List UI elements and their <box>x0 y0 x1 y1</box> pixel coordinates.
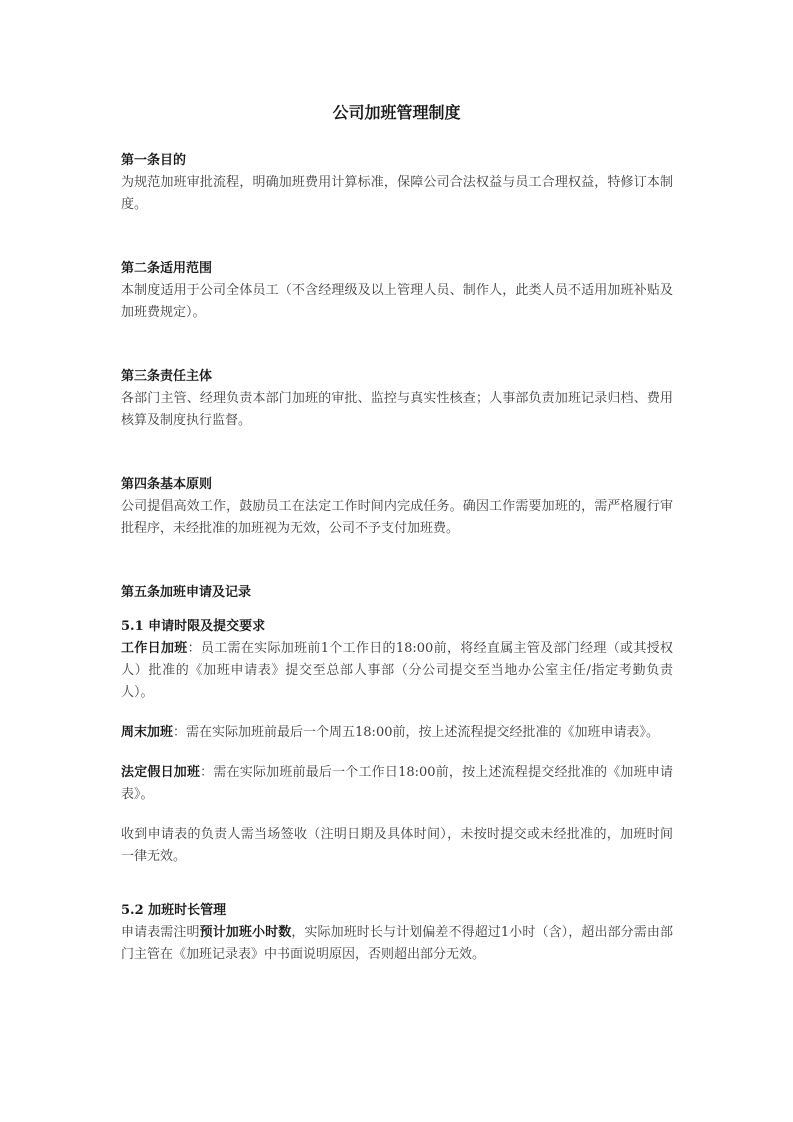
holiday-text: ：需在实际加班前最后一个工作日18:00前，按上述流程提交经批准的《加班申请表》。 <box>121 765 673 802</box>
section-text: 各部门主管、经理负责本部门加班的审批、监控与真实性核查；人事部负责加班记录归档、费用核算及制度执行监督。 <box>121 391 673 428</box>
holiday-overtime-rule <box>121 762 673 806</box>
section-heading: 第四条基本原则 <box>121 477 213 492</box>
receipt-rule: 收到申请表的负责人需当场签收（注明日期及具体时间），未按时提交或未经批准的，加班时间一律无效。 <box>121 827 673 864</box>
duration-rule <box>121 922 673 966</box>
section-text: 公司提倡高效工作，鼓励员工在法定工作时间内完成任务。确因工作需要加班的，需严格履行审批程序，未经批准的加班视为无效，公司不予支付加班费。 <box>121 499 673 536</box>
weekend-label: 周末加班 <box>121 725 174 740</box>
section-heading: 第一条目的 <box>121 153 187 168</box>
page-title: 公司加班管理制度 <box>332 103 461 122</box>
section-heading: 第二条适用范围 <box>121 261 213 276</box>
section-purpose <box>121 150 673 216</box>
duration-text-bold: 预计加班小时数 <box>199 925 292 940</box>
subsection-deadline <box>121 616 673 868</box>
workday-overtime-rule <box>121 638 673 704</box>
section-heading: 第三条责任主体 <box>121 369 213 384</box>
document-body <box>121 150 673 966</box>
subsection-heading: 5.1 申请时限及提交要求 <box>121 619 266 634</box>
section-responsibility <box>121 366 673 432</box>
workday-text: ：员工需在实际加班前1个工作日的18:00前，将经直属主管及部门经理（或其授权人）批准的《加班申请表》提交至总部人事部（分公司提交至当地办公室主任/指定考勤负责人）。 <box>121 641 673 700</box>
section-text: 为规范加班审批流程，明确加班费用计算标准，保障公司合法权益与员工合理权益，特修订本制度。 <box>121 175 673 212</box>
subsection-heading: 5.2 加班时长管理 <box>121 903 227 918</box>
section-text: 本制度适用于公司全体员工（不含经理级及以上管理人员、制作人，此类人员不适用加班补贴及加班费规定）。 <box>121 283 673 320</box>
section-principles <box>121 474 673 540</box>
holiday-label: 法定假日加班 <box>121 765 201 780</box>
section-heading: 第五条加班申请及记录 <box>121 585 252 600</box>
workday-label: 工作日加班 <box>121 641 188 656</box>
section-application <box>121 582 673 966</box>
duration-text-before: 申请表需注明 <box>121 925 200 940</box>
weekend-text: ：需在实际加班前最后一个周五18:00前，按上述流程提交经批准的《加班申请表》。 <box>173 725 659 740</box>
subsection-duration <box>121 900 673 966</box>
duration-text-after: ，实际加班时长与计划偏差不得超过1小时（含），超出部分需由部门主管在《加班记录表》中书面说明原因，否则超出部分无效。 <box>121 925 673 962</box>
weekend-overtime-rule <box>121 722 673 744</box>
section-scope <box>121 258 673 324</box>
